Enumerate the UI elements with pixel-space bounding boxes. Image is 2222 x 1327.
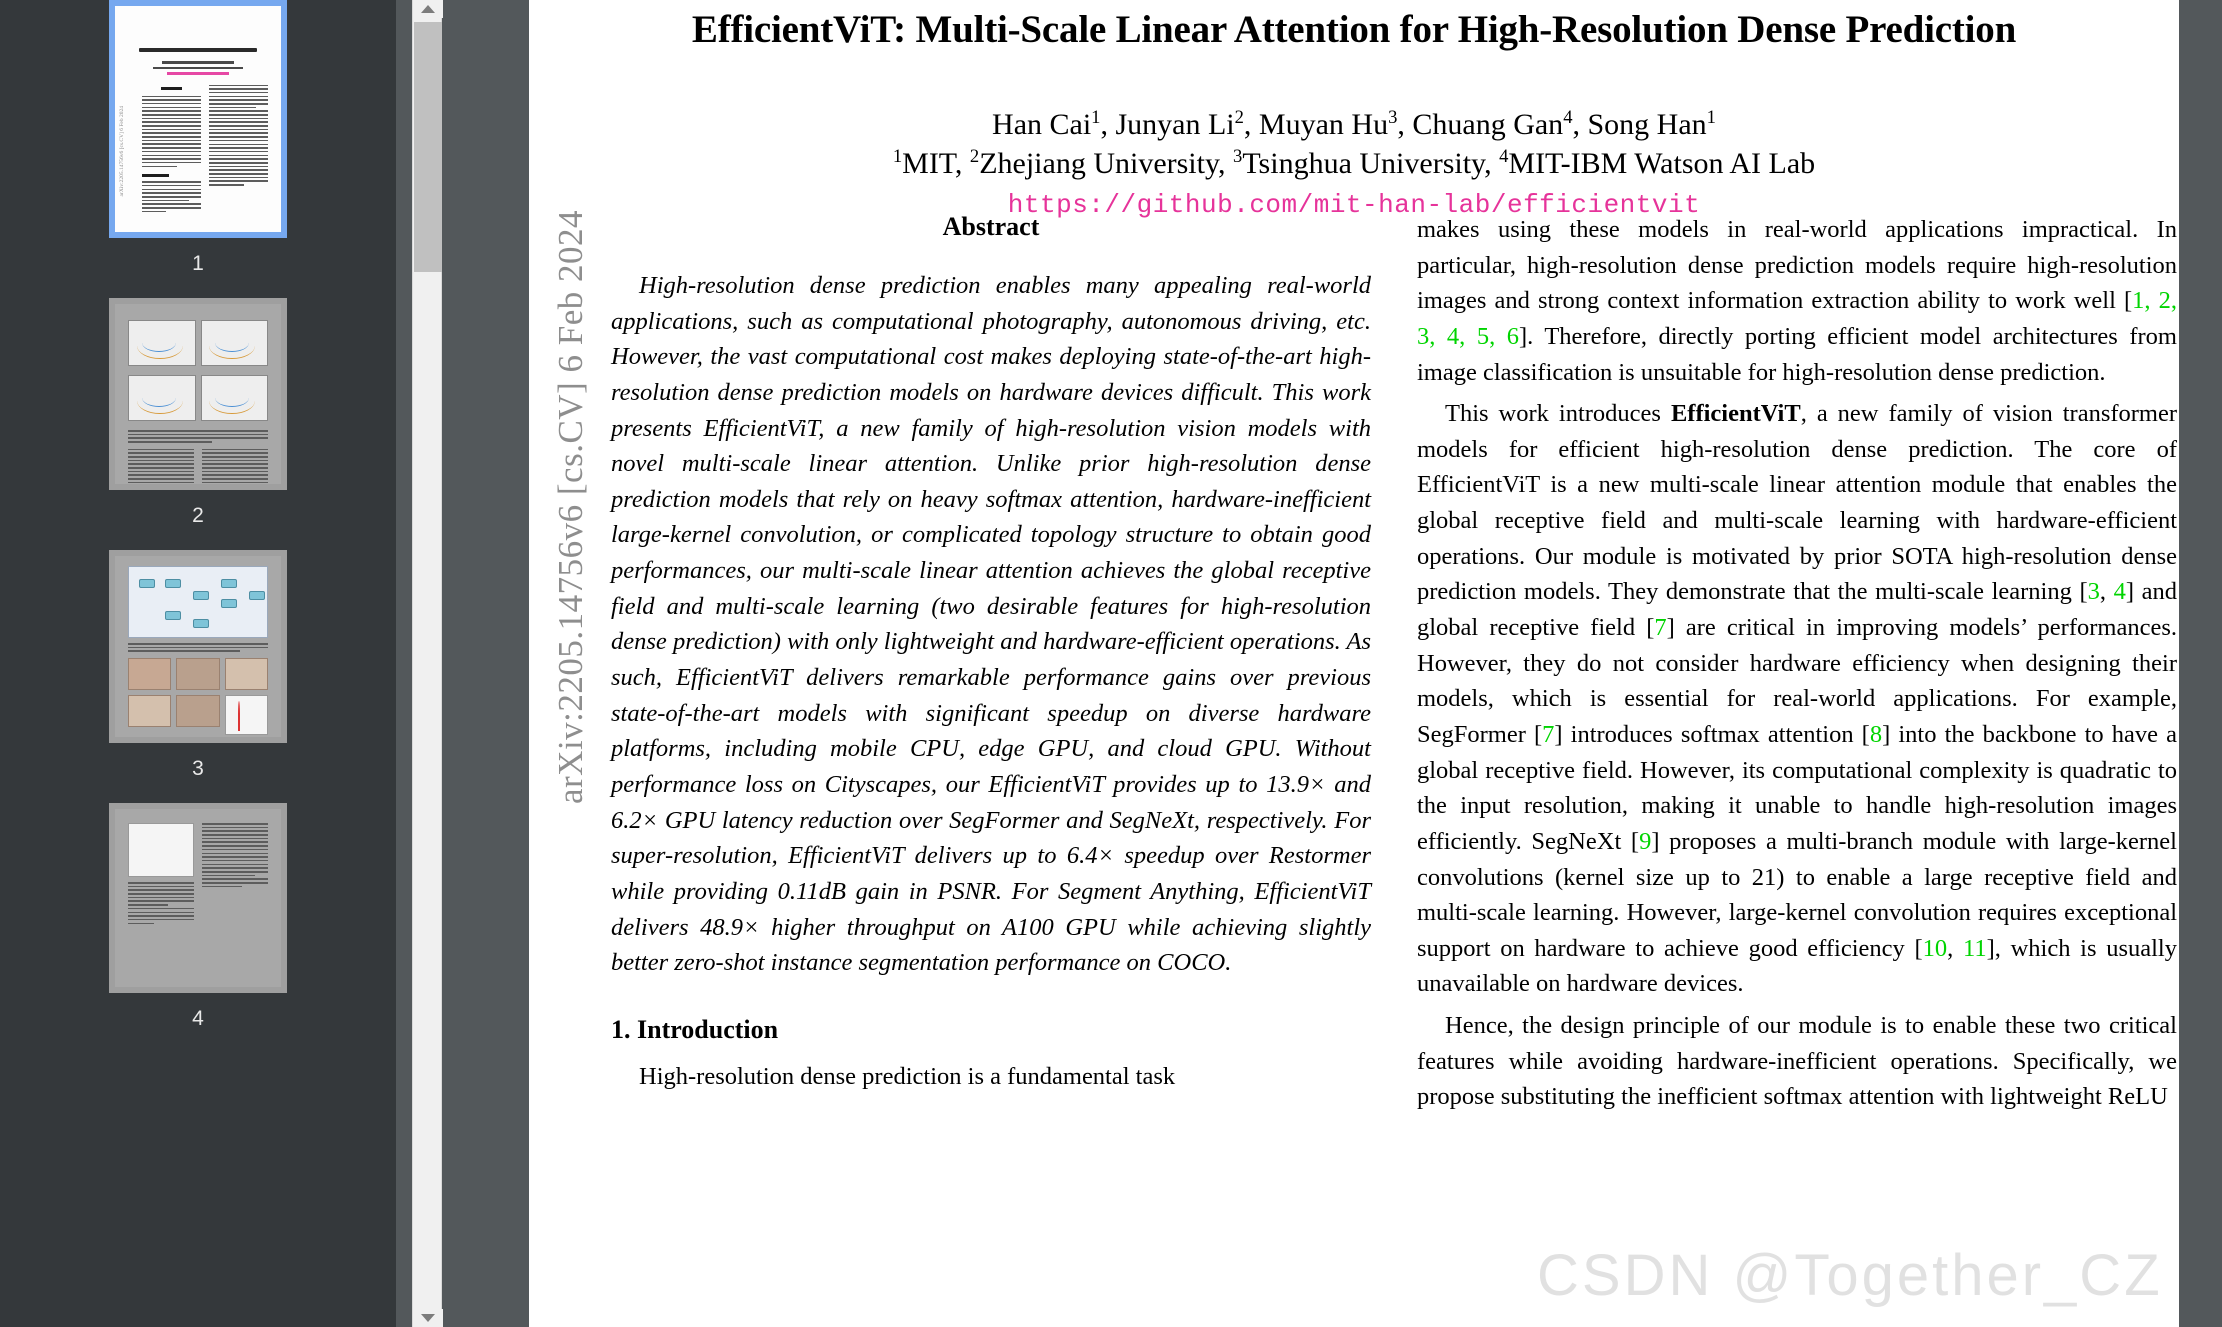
- right-paragraph-2: [1417, 396, 2177, 1002]
- rc-p1-a: makes using these models in real-world applications impractical. In particular, high-resolution dense prediction models require high-resolution images and strong context information extraction ability to work well [: [1417, 216, 2177, 315]
- citation-3[interactable]: 3: [2087, 578, 2100, 606]
- thumbnail-item-4[interactable]: [0, 803, 396, 1053]
- mini-chart-2: [201, 320, 269, 366]
- mini-chart-3: [128, 375, 196, 421]
- rc-p2-b: , a new family of vision transformer models for efficient high-resolution dense prediction. The core of EfficientViT is a new multi-scale linear attention module that enables the global receptive field and multi-scale learning with hardware-efficient operations. Our module is motivated by prior SOTA high-resolution dense prediction models. They demonstrate that the multi-scale learning [: [1417, 400, 2178, 606]
- thumbnail-item-2[interactable]: [0, 298, 396, 550]
- rc-p2-i: ,: [1947, 934, 1963, 962]
- citation-7a[interactable]: 7: [1654, 614, 1667, 642]
- mini-affiliation-bar: [153, 67, 243, 70]
- thumbnail-preview-page-3: [115, 556, 281, 737]
- citation-4[interactable]: 4: [2113, 578, 2126, 606]
- intro-paragraph: High-resolution dense prediction is a fundamental task: [639, 1062, 1176, 1090]
- rc-p2-f: ] introduces softmax attention [: [1554, 720, 1870, 748]
- mini-image-4: [128, 695, 171, 727]
- thumbnail-label-1: 1: [192, 252, 204, 275]
- mini-image-1: [128, 658, 171, 690]
- scroll-down-arrow-icon[interactable]: [413, 1309, 443, 1327]
- rc-p1-b: ]. Therefore, directly porting efficient model architectures from image classification is unsuitable for high-resolution dense prediction.: [1417, 322, 2177, 386]
- mini-figure-row-2: [128, 375, 268, 425]
- introduction-heading: 1. Introduction: [611, 1014, 779, 1044]
- mini-page-1-content: [115, 6, 281, 232]
- mini-columns-2: [128, 449, 268, 484]
- thumbnail-label-3: 3: [192, 757, 204, 780]
- rc-p2-j: ], which is usually unavailable on hardware devices.: [1417, 934, 2177, 998]
- mini-arxiv-stamp: arXiv:2205.14756v6 [cs.CV] 6 Feb 2024: [119, 106, 125, 197]
- thumbnail-preview-page-2: [115, 304, 281, 484]
- rc-p2-c: ,: [2099, 578, 2114, 606]
- citation-11[interactable]: 11: [1962, 934, 1987, 962]
- right-column-text: [1417, 212, 2177, 1115]
- rc-p2-g: ] into the backbone to have a global receptive field. However, its computational complexity is quadratic to the input resolution, making it unable to handle high-resolution images efficiently. SegNeXt [: [1417, 720, 2177, 855]
- csdn-watermark: CSDN @Together_CZ: [1537, 1243, 2163, 1308]
- rc-p2-e: ] are critical in improving models’ performances. However, they do not consider hardware efficiency when designing their models, which is essential for real-world applications. For example, SegFormer [: [1417, 614, 2177, 748]
- thumbnail-strip: [0, 0, 396, 1053]
- mini-page-2-content: [115, 304, 281, 484]
- mini-image-3: [225, 658, 268, 690]
- thumbnail-item-1[interactable]: [0, 0, 396, 298]
- citation-group-1[interactable]: 1, 2, 3, 4, 5, 6: [1417, 287, 2178, 350]
- pdf-page-1: [529, 0, 2179, 1327]
- mini-architecture-diagram: [128, 566, 268, 638]
- mini-title-bar: [139, 48, 257, 52]
- citation-8[interactable]: 8: [1869, 720, 1883, 748]
- mini-figure-row: [128, 320, 268, 370]
- thumbnail-preview-page-4: [115, 809, 281, 987]
- affiliation-list: $^1$MIT, $^2$Zhejiang University, $^3$Tsinghua University, $^4$MIT-IBM Watson AI Lab: [892, 146, 1816, 181]
- right-paragraph-3: Hence, the design principle of our module is to enable these two critical features while avoiding hardware-inefficient operations. Specifically, we propose substituting the inefficient softmax attention with lightweight ReLU: [1417, 1012, 2177, 1111]
- mini-left-column: [142, 85, 201, 215]
- mini-columns-4: [128, 823, 268, 926]
- two-column-body: [611, 212, 2177, 1115]
- mini-url-bar: [167, 72, 229, 75]
- thumbnail-label-4: 4: [192, 1007, 204, 1030]
- right-paragraph-1: [1417, 212, 2177, 390]
- left-column: [611, 212, 1371, 1115]
- mini-right-column: [209, 85, 268, 215]
- arxiv-stamp: arXiv:2205.14756v6 [cs.CV] 6 Feb 2024: [551, 210, 590, 805]
- mini-plot-1: [225, 695, 268, 735]
- thumbnail-item-3[interactable]: [0, 550, 396, 803]
- rc-p2-d: ] and global receptive field [: [1417, 578, 2177, 642]
- page-thumbnail-panel[interactable]: [0, 0, 396, 1327]
- page-title: EfficientViT: Multi-Scale Linear Attention for High-Resolution Dense Prediction: [691, 8, 2017, 51]
- rc-p2-a: This work introduces: [1445, 400, 1671, 428]
- citation-10[interactable]: 10: [1922, 934, 1948, 962]
- abstract-text: High-resolution dense prediction enables many appealing real-world applications, such as computational photography, autonomous driving, etc. However, the vast computational cost makes deploying state-of-the-art high-resolution dense prediction models on hardware devices difficult. This work presents EfficientViT, a new family of high-resolution vision models with novel multi-scale linear attention. Unlike prior high-resolution dense prediction models that rely on heavy softmax attention, hardware-inefficient large-kernel convolution, or complicated topology structure to obtain good performances, our multi-scale linear attention achieves the global receptive field and multi-scale learning (two desirable features for high-resolution dense prediction) with only lightweight and hardware-efficient operations. As such, EfficientViT delivers remarkable performance gains over previous state-of-the-art models with significant speedup on diverse hardware platforms, including mobile CPU, edge GPU, and cloud GPU. Without performance loss on Cityscapes, our EfficientViT provides up to 13.9× and 6.2× GPU latency reduction over SegFormer and SegNeXt, respectively. For super-resolution, EfficientViT delivers up to 6.4× speedup over Restormer while providing 0.11dB gain in PSNR. For Segment Anything, EfficientViT delivers 48.9× higher throughput on A100 GPU while achieving slightly better zero-shot instance segmentation performance on COCO.: [611, 272, 1371, 977]
- thumbnail-label-2: 2: [192, 504, 204, 527]
- vertical-scrollbar[interactable]: [412, 0, 442, 1327]
- mini-page-4-content: [115, 809, 281, 987]
- thumbnail-frame-page-3[interactable]: [109, 550, 287, 743]
- thumbnail-preview-page-1: [115, 6, 281, 232]
- scrollbar-thumb[interactable]: [414, 22, 442, 272]
- document-viewport[interactable]: [443, 0, 2222, 1327]
- thumbnail-frame-page-2[interactable]: [109, 298, 287, 490]
- mini-image-5: [176, 695, 219, 727]
- efficientvit-bold: EfficientViT: [1670, 400, 1801, 428]
- citation-7b[interactable]: 7: [1542, 720, 1555, 748]
- citation-9[interactable]: 9: [1639, 827, 1652, 855]
- project-url-link[interactable]: https://github.com/mit-han-lab/efficientvit: [1007, 189, 1701, 220]
- mini-image-2: [176, 658, 219, 690]
- scroll-up-arrow-icon[interactable]: [413, 0, 443, 18]
- abstract-heading: Abstract: [942, 212, 1040, 241]
- mini-authors-bar: [162, 61, 235, 64]
- rc-p2-h: ] proposes a multi-branch module with large-kernel convolutions (kernel size up to 21) to enable a large receptive field and multi-scale learning. However, large-kernel convolution requires exceptional support on hardware to achieve good efficiency [: [1417, 827, 2177, 962]
- author-list: Han Cai$^1$, Junyan Li$^2$, Muyan Hu$^3$, Chuang Gan$^4$, Song Han$^1$: [992, 106, 1716, 141]
- mini-page-3-content: [115, 556, 281, 737]
- mini-chart-4: [201, 375, 269, 421]
- thumbnail-frame-page-1[interactable]: [109, 0, 287, 238]
- mini-image-row-2: [128, 695, 268, 735]
- thumbnail-frame-page-4[interactable]: [109, 803, 287, 993]
- mini-image-row-1: [128, 658, 268, 690]
- right-column: [1417, 212, 2177, 1115]
- introduction-first-line: [611, 1059, 1371, 1095]
- mini-chart-1: [128, 320, 196, 366]
- mini-plot-2: [128, 823, 194, 877]
- mini-columns: [128, 85, 268, 215]
